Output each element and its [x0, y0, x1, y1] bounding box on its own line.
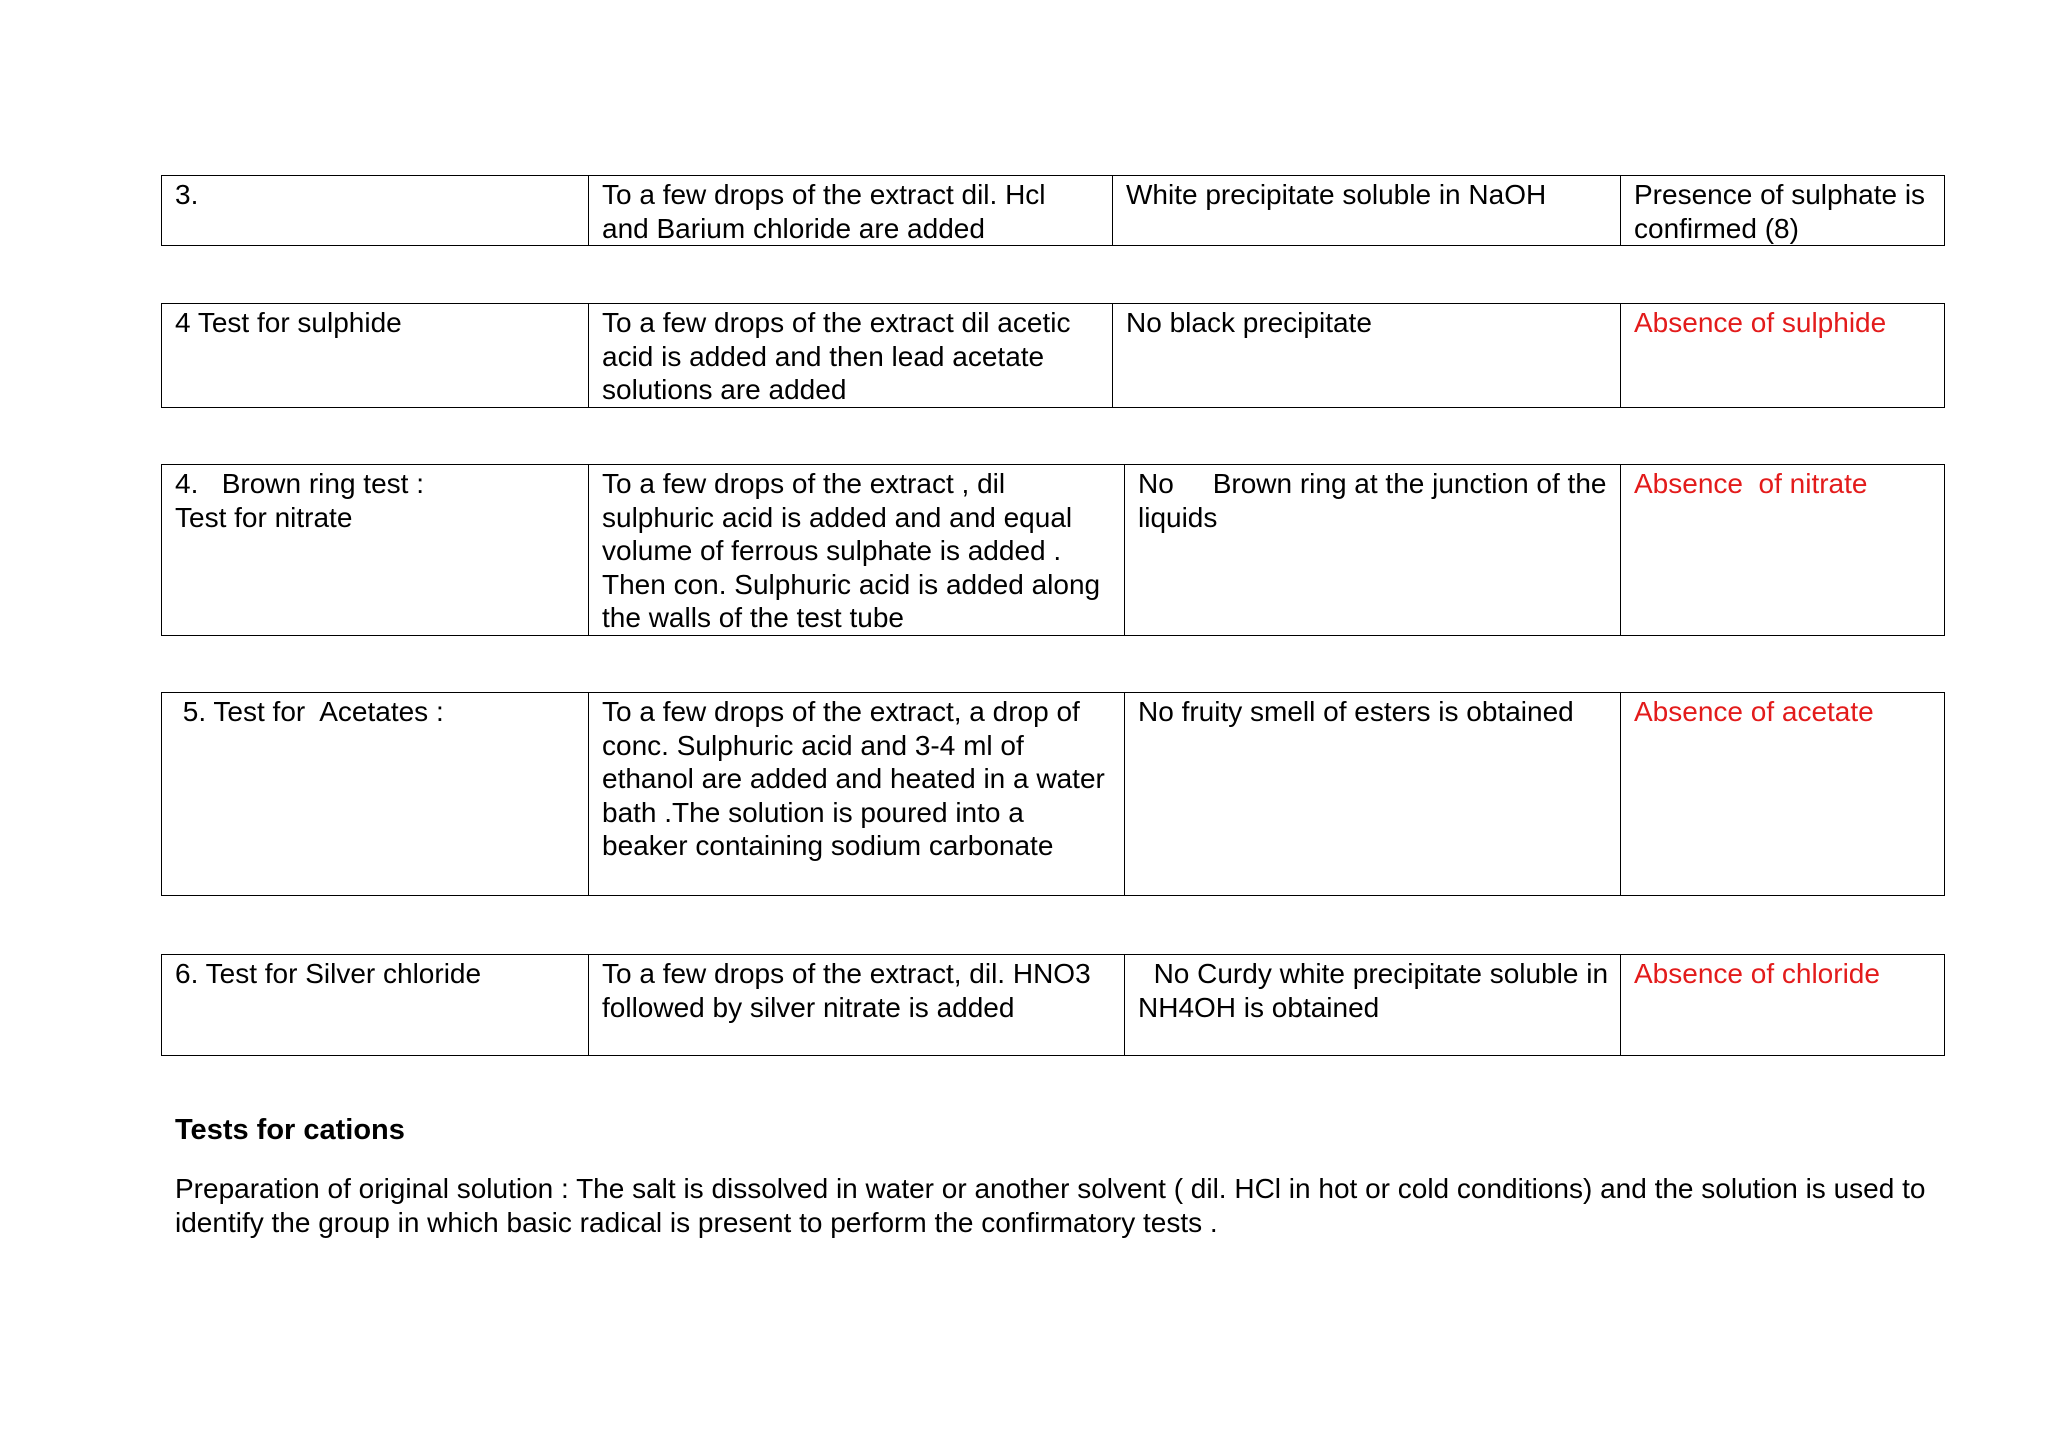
observation-cell: No Curdy white precipitate soluble in NH4OH is obtained	[1125, 955, 1621, 1056]
test-name-cell: 5. Test for Acetates :	[162, 693, 589, 896]
section-heading: Tests for cations	[175, 1114, 405, 1146]
experiment-cell: To a few drops of the extract dil. Hcl and Barium chloride are added	[589, 176, 1113, 246]
test-table-row-chloride	[161, 954, 1945, 1056]
test-table-row-nitrate	[161, 464, 1945, 636]
test-name-cell: 4. Brown ring test : Test for nitrate	[162, 465, 589, 636]
observation-cell: White precipitate soluble in NaOH	[1113, 176, 1621, 246]
test-table-row-acetates	[161, 692, 1945, 896]
observation-cell: No Brown ring at the junction of the liquids	[1125, 465, 1621, 636]
experiment-cell: To a few drops of the extract, a drop of conc. Sulphuric acid and 3-4 ml of ethanol are added and heated in a water bath .The solution is poured into a beaker containing sodium carbonate	[589, 693, 1125, 896]
test-table-row-3	[161, 175, 1945, 246]
inference-cell: Absence of acetate	[1621, 693, 1945, 896]
experiment-cell: To a few drops of the extract, dil. HNO3 followed by silver nitrate is added	[589, 955, 1125, 1056]
observation-cell: No black precipitate	[1113, 304, 1621, 408]
observation-cell: No fruity smell of esters is obtained	[1125, 693, 1621, 896]
test-name-cell: 4 Test for sulphide	[162, 304, 589, 408]
inference-cell: Absence of chloride	[1621, 955, 1945, 1056]
test-table-row-sulphide	[161, 303, 1945, 408]
test-name-cell: 6. Test for Silver chloride	[162, 955, 589, 1056]
section-paragraph: Preparation of original solution : The salt is dissolved in water or another solvent ( dil. HCl in hot or cold conditions) and the solution is used to identify the group in which basic radical is present to perform the confirmatory tests .	[175, 1173, 1926, 1238]
inference-cell: Absence of nitrate	[1621, 465, 1945, 636]
experiment-cell: To a few drops of the extract , dil sulphuric acid is added and and equal volume of ferrous sulphate is added . Then con. Sulphuric acid is added along the walls of the test tube	[589, 465, 1125, 636]
inference-cell: Absence of sulphide	[1621, 304, 1945, 408]
test-name-cell: 3.	[162, 176, 589, 246]
inference-cell: Presence of sulphate is confirmed (8)	[1621, 176, 1945, 246]
experiment-cell: To a few drops of the extract dil acetic acid is added and then lead acetate solutions are added	[589, 304, 1113, 408]
